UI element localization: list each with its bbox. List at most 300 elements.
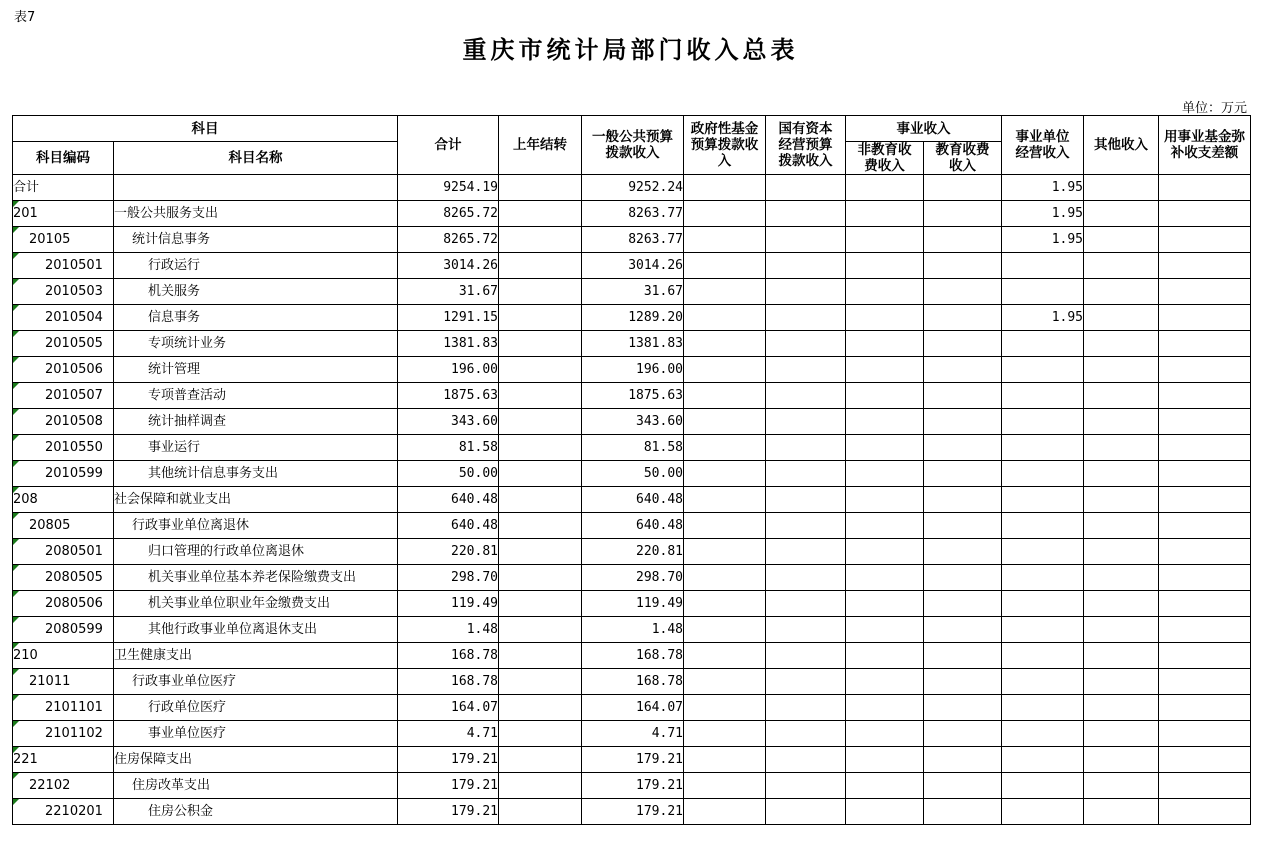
cell-subject-name[interactable]: 归口管理的行政单位离退休	[114, 539, 398, 565]
cell-gov-fund[interactable]	[684, 279, 766, 305]
cell-subject-name[interactable]: 住房公积金	[114, 799, 398, 825]
cell-carryover[interactable]	[499, 617, 582, 643]
cell-total[interactable]: 1875.63	[398, 383, 499, 409]
cell-unit-operating[interactable]	[1002, 357, 1084, 383]
cell-carryover[interactable]	[499, 279, 582, 305]
cell-subject-name[interactable]: 信息事务	[114, 305, 398, 331]
cell-state-capital[interactable]	[766, 357, 846, 383]
cell-unit-operating[interactable]: 1.95	[1002, 175, 1084, 201]
cell-subject-name[interactable]: 住房改革支出	[114, 773, 398, 799]
cell-total[interactable]: 179.21	[398, 773, 499, 799]
cell-subject-code[interactable]	[13, 487, 114, 513]
cell-gov-fund[interactable]	[684, 357, 766, 383]
cell-subject-code[interactable]	[13, 201, 114, 227]
cell-gov-fund[interactable]	[684, 799, 766, 825]
cell-fund-offset[interactable]	[1159, 305, 1251, 331]
cell-carryover[interactable]	[499, 799, 582, 825]
cell-edu-fee[interactable]	[924, 669, 1002, 695]
cell-fund-offset[interactable]	[1159, 201, 1251, 227]
cell-gov-fund[interactable]	[684, 487, 766, 513]
cell-total[interactable]: 81.58	[398, 435, 499, 461]
cell-other-income[interactable]	[1084, 617, 1159, 643]
cell-total[interactable]: 119.49	[398, 591, 499, 617]
cell-non-edu-fee[interactable]	[846, 747, 924, 773]
cell-fund-offset[interactable]	[1159, 773, 1251, 799]
cell-gov-fund[interactable]	[684, 747, 766, 773]
cell-subject-code[interactable]	[13, 409, 114, 435]
cell-unit-operating[interactable]	[1002, 279, 1084, 305]
cell-non-edu-fee[interactable]	[846, 357, 924, 383]
cell-subject-code[interactable]	[13, 279, 114, 305]
cell-subject-code[interactable]	[13, 773, 114, 799]
cell-non-edu-fee[interactable]	[846, 175, 924, 201]
cell-subject-code[interactable]	[13, 227, 114, 253]
cell-unit-operating[interactable]	[1002, 435, 1084, 461]
cell-fund-offset[interactable]	[1159, 383, 1251, 409]
cell-unit-operating[interactable]	[1002, 643, 1084, 669]
cell-state-capital[interactable]	[766, 513, 846, 539]
cell-gov-fund[interactable]	[684, 669, 766, 695]
cell-state-capital[interactable]	[766, 565, 846, 591]
cell-fund-offset[interactable]	[1159, 227, 1251, 253]
cell-subject-code[interactable]	[13, 253, 114, 279]
cell-total[interactable]: 1381.83	[398, 331, 499, 357]
cell-total[interactable]: 168.78	[398, 669, 499, 695]
cell-total[interactable]: 31.67	[398, 279, 499, 305]
cell-general-budget[interactable]: 196.00	[582, 357, 684, 383]
cell-edu-fee[interactable]	[924, 487, 1002, 513]
cell-unit-operating[interactable]: 1.95	[1002, 227, 1084, 253]
cell-subject-name[interactable]: 行政事业单位医疗	[114, 669, 398, 695]
cell-other-income[interactable]	[1084, 461, 1159, 487]
cell-unit-operating[interactable]: 1.95	[1002, 305, 1084, 331]
cell-other-income[interactable]	[1084, 539, 1159, 565]
cell-other-income[interactable]	[1084, 643, 1159, 669]
cell-fund-offset[interactable]	[1159, 695, 1251, 721]
cell-other-income[interactable]	[1084, 513, 1159, 539]
cell-unit-operating[interactable]	[1002, 461, 1084, 487]
cell-subject-code[interactable]	[13, 695, 114, 721]
cell-carryover[interactable]	[499, 773, 582, 799]
cell-total[interactable]: 179.21	[398, 799, 499, 825]
cell-fund-offset[interactable]	[1159, 617, 1251, 643]
cell-fund-offset[interactable]	[1159, 487, 1251, 513]
cell-fund-offset[interactable]	[1159, 279, 1251, 305]
cell-other-income[interactable]	[1084, 279, 1159, 305]
cell-subject-code[interactable]	[13, 669, 114, 695]
cell-carryover[interactable]	[499, 539, 582, 565]
cell-non-edu-fee[interactable]	[846, 513, 924, 539]
cell-state-capital[interactable]	[766, 175, 846, 201]
cell-subject-code[interactable]	[13, 513, 114, 539]
cell-other-income[interactable]	[1084, 409, 1159, 435]
cell-fund-offset[interactable]	[1159, 409, 1251, 435]
cell-unit-operating[interactable]	[1002, 487, 1084, 513]
cell-other-income[interactable]	[1084, 357, 1159, 383]
cell-non-edu-fee[interactable]	[846, 539, 924, 565]
cell-state-capital[interactable]	[766, 253, 846, 279]
cell-subject-code[interactable]	[13, 539, 114, 565]
cell-non-edu-fee[interactable]	[846, 227, 924, 253]
cell-state-capital[interactable]	[766, 643, 846, 669]
cell-total[interactable]: 164.07	[398, 695, 499, 721]
cell-unit-operating[interactable]	[1002, 409, 1084, 435]
cell-state-capital[interactable]	[766, 591, 846, 617]
cell-subject-name[interactable]: 一般公共服务支出	[114, 201, 398, 227]
cell-subject-name[interactable]: 统计信息事务	[114, 227, 398, 253]
cell-other-income[interactable]	[1084, 331, 1159, 357]
cell-edu-fee[interactable]	[924, 591, 1002, 617]
cell-non-edu-fee[interactable]	[846, 669, 924, 695]
cell-unit-operating[interactable]	[1002, 565, 1084, 591]
cell-other-income[interactable]	[1084, 565, 1159, 591]
cell-unit-operating[interactable]	[1002, 383, 1084, 409]
cell-non-edu-fee[interactable]	[846, 487, 924, 513]
cell-edu-fee[interactable]	[924, 331, 1002, 357]
cell-carryover[interactable]	[499, 253, 582, 279]
cell-fund-offset[interactable]	[1159, 591, 1251, 617]
cell-fund-offset[interactable]	[1159, 799, 1251, 825]
cell-non-edu-fee[interactable]	[846, 383, 924, 409]
cell-general-budget[interactable]: 8263.77	[582, 201, 684, 227]
cell-subject-code[interactable]	[13, 799, 114, 825]
cell-state-capital[interactable]	[766, 435, 846, 461]
cell-non-edu-fee[interactable]	[846, 253, 924, 279]
cell-unit-operating[interactable]	[1002, 721, 1084, 747]
cell-other-income[interactable]	[1084, 591, 1159, 617]
cell-other-income[interactable]	[1084, 305, 1159, 331]
cell-edu-fee[interactable]	[924, 201, 1002, 227]
cell-non-edu-fee[interactable]	[846, 435, 924, 461]
cell-other-income[interactable]	[1084, 487, 1159, 513]
cell-subject-name[interactable]: 专项统计业务	[114, 331, 398, 357]
cell-total[interactable]: 8265.72	[398, 201, 499, 227]
cell-subject-code[interactable]	[13, 175, 114, 201]
cell-subject-name[interactable]: 机关事业单位基本养老保险缴费支出	[114, 565, 398, 591]
cell-unit-operating[interactable]	[1002, 513, 1084, 539]
cell-unit-operating[interactable]	[1002, 669, 1084, 695]
cell-subject-name[interactable]: 行政事业单位离退休	[114, 513, 398, 539]
cell-gov-fund[interactable]	[684, 643, 766, 669]
cell-state-capital[interactable]	[766, 461, 846, 487]
cell-general-budget[interactable]: 179.21	[582, 773, 684, 799]
cell-edu-fee[interactable]	[924, 617, 1002, 643]
cell-gov-fund[interactable]	[684, 227, 766, 253]
cell-subject-name[interactable]: 行政单位医疗	[114, 695, 398, 721]
cell-other-income[interactable]	[1084, 669, 1159, 695]
cell-carryover[interactable]	[499, 513, 582, 539]
cell-gov-fund[interactable]	[684, 409, 766, 435]
cell-fund-offset[interactable]	[1159, 539, 1251, 565]
cell-total[interactable]: 220.81	[398, 539, 499, 565]
cell-state-capital[interactable]	[766, 695, 846, 721]
cell-carryover[interactable]	[499, 331, 582, 357]
cell-fund-offset[interactable]	[1159, 331, 1251, 357]
cell-total[interactable]: 196.00	[398, 357, 499, 383]
cell-state-capital[interactable]	[766, 487, 846, 513]
cell-edu-fee[interactable]	[924, 175, 1002, 201]
cell-subject-code[interactable]	[13, 331, 114, 357]
cell-subject-code[interactable]	[13, 305, 114, 331]
cell-fund-offset[interactable]	[1159, 721, 1251, 747]
cell-subject-name[interactable]: 社会保障和就业支出	[114, 487, 398, 513]
cell-non-edu-fee[interactable]	[846, 799, 924, 825]
cell-non-edu-fee[interactable]	[846, 721, 924, 747]
cell-unit-operating[interactable]	[1002, 799, 1084, 825]
cell-carryover[interactable]	[499, 487, 582, 513]
cell-total[interactable]: 640.48	[398, 487, 499, 513]
cell-total[interactable]: 3014.26	[398, 253, 499, 279]
cell-gov-fund[interactable]	[684, 435, 766, 461]
cell-unit-operating[interactable]	[1002, 253, 1084, 279]
cell-edu-fee[interactable]	[924, 227, 1002, 253]
cell-other-income[interactable]	[1084, 721, 1159, 747]
cell-carryover[interactable]	[499, 383, 582, 409]
cell-subject-code[interactable]	[13, 435, 114, 461]
cell-edu-fee[interactable]	[924, 253, 1002, 279]
cell-general-budget[interactable]: 179.21	[582, 799, 684, 825]
cell-total[interactable]: 9254.19	[398, 175, 499, 201]
cell-gov-fund[interactable]	[684, 591, 766, 617]
cell-carryover[interactable]	[499, 565, 582, 591]
cell-edu-fee[interactable]	[924, 513, 1002, 539]
cell-edu-fee[interactable]	[924, 773, 1002, 799]
cell-general-budget[interactable]: 8263.77	[582, 227, 684, 253]
cell-subject-name[interactable]: 统计管理	[114, 357, 398, 383]
cell-state-capital[interactable]	[766, 539, 846, 565]
cell-other-income[interactable]	[1084, 227, 1159, 253]
cell-fund-offset[interactable]	[1159, 175, 1251, 201]
cell-fund-offset[interactable]	[1159, 643, 1251, 669]
cell-gov-fund[interactable]	[684, 331, 766, 357]
cell-unit-operating[interactable]	[1002, 747, 1084, 773]
cell-subject-code[interactable]	[13, 643, 114, 669]
cell-general-budget[interactable]: 640.48	[582, 513, 684, 539]
cell-general-budget[interactable]: 168.78	[582, 643, 684, 669]
cell-other-income[interactable]	[1084, 253, 1159, 279]
cell-edu-fee[interactable]	[924, 305, 1002, 331]
cell-subject-name[interactable]: 机关事业单位职业年金缴费支出	[114, 591, 398, 617]
cell-state-capital[interactable]	[766, 409, 846, 435]
cell-fund-offset[interactable]	[1159, 747, 1251, 773]
cell-general-budget[interactable]: 31.67	[582, 279, 684, 305]
cell-unit-operating[interactable]	[1002, 539, 1084, 565]
cell-carryover[interactable]	[499, 747, 582, 773]
cell-non-edu-fee[interactable]	[846, 773, 924, 799]
cell-total[interactable]: 298.70	[398, 565, 499, 591]
cell-total[interactable]: 50.00	[398, 461, 499, 487]
cell-carryover[interactable]	[499, 669, 582, 695]
cell-other-income[interactable]	[1084, 435, 1159, 461]
cell-edu-fee[interactable]	[924, 747, 1002, 773]
cell-subject-name[interactable]: 事业单位医疗	[114, 721, 398, 747]
cell-gov-fund[interactable]	[684, 721, 766, 747]
cell-subject-name[interactable]: 住房保障支出	[114, 747, 398, 773]
cell-carryover[interactable]	[499, 435, 582, 461]
cell-gov-fund[interactable]	[684, 201, 766, 227]
cell-total[interactable]: 640.48	[398, 513, 499, 539]
cell-carryover[interactable]	[499, 175, 582, 201]
cell-general-budget[interactable]: 50.00	[582, 461, 684, 487]
cell-other-income[interactable]	[1084, 799, 1159, 825]
cell-state-capital[interactable]	[766, 305, 846, 331]
cell-state-capital[interactable]	[766, 331, 846, 357]
cell-subject-name[interactable]: 专项普查活动	[114, 383, 398, 409]
cell-non-edu-fee[interactable]	[846, 643, 924, 669]
cell-non-edu-fee[interactable]	[846, 331, 924, 357]
cell-edu-fee[interactable]	[924, 383, 1002, 409]
cell-general-budget[interactable]: 168.78	[582, 669, 684, 695]
cell-subject-name[interactable]: 其他统计信息事务支出	[114, 461, 398, 487]
cell-general-budget[interactable]: 179.21	[582, 747, 684, 773]
cell-carryover[interactable]	[499, 227, 582, 253]
cell-carryover[interactable]	[499, 643, 582, 669]
cell-general-budget[interactable]: 343.60	[582, 409, 684, 435]
cell-non-edu-fee[interactable]	[846, 279, 924, 305]
cell-general-budget[interactable]: 220.81	[582, 539, 684, 565]
cell-fund-offset[interactable]	[1159, 253, 1251, 279]
cell-carryover[interactable]	[499, 591, 582, 617]
cell-other-income[interactable]	[1084, 383, 1159, 409]
cell-non-edu-fee[interactable]	[846, 305, 924, 331]
cell-edu-fee[interactable]	[924, 357, 1002, 383]
cell-general-budget[interactable]: 81.58	[582, 435, 684, 461]
cell-unit-operating[interactable]: 1.95	[1002, 201, 1084, 227]
cell-general-budget[interactable]: 1875.63	[582, 383, 684, 409]
cell-edu-fee[interactable]	[924, 279, 1002, 305]
cell-total[interactable]: 179.21	[398, 747, 499, 773]
cell-unit-operating[interactable]	[1002, 591, 1084, 617]
cell-general-budget[interactable]: 1381.83	[582, 331, 684, 357]
cell-general-budget[interactable]: 4.71	[582, 721, 684, 747]
cell-carryover[interactable]	[499, 695, 582, 721]
cell-general-budget[interactable]: 164.07	[582, 695, 684, 721]
cell-state-capital[interactable]	[766, 799, 846, 825]
cell-general-budget[interactable]: 119.49	[582, 591, 684, 617]
cell-subject-code[interactable]	[13, 461, 114, 487]
cell-non-edu-fee[interactable]	[846, 565, 924, 591]
cell-carryover[interactable]	[499, 357, 582, 383]
cell-subject-code[interactable]	[13, 721, 114, 747]
cell-state-capital[interactable]	[766, 227, 846, 253]
cell-total[interactable]: 168.78	[398, 643, 499, 669]
cell-carryover[interactable]	[499, 721, 582, 747]
cell-fund-offset[interactable]	[1159, 565, 1251, 591]
cell-general-budget[interactable]: 3014.26	[582, 253, 684, 279]
cell-non-edu-fee[interactable]	[846, 591, 924, 617]
cell-carryover[interactable]	[499, 409, 582, 435]
cell-edu-fee[interactable]	[924, 435, 1002, 461]
cell-subject-code[interactable]	[13, 565, 114, 591]
cell-total[interactable]: 8265.72	[398, 227, 499, 253]
cell-other-income[interactable]	[1084, 747, 1159, 773]
cell-gov-fund[interactable]	[684, 461, 766, 487]
cell-total[interactable]: 1291.15	[398, 305, 499, 331]
cell-state-capital[interactable]	[766, 201, 846, 227]
cell-unit-operating[interactable]	[1002, 695, 1084, 721]
cell-carryover[interactable]	[499, 201, 582, 227]
cell-fund-offset[interactable]	[1159, 669, 1251, 695]
cell-edu-fee[interactable]	[924, 461, 1002, 487]
cell-general-budget[interactable]: 298.70	[582, 565, 684, 591]
cell-fund-offset[interactable]	[1159, 513, 1251, 539]
cell-gov-fund[interactable]	[684, 513, 766, 539]
cell-subject-name[interactable]: 卫生健康支出	[114, 643, 398, 669]
cell-other-income[interactable]	[1084, 695, 1159, 721]
cell-state-capital[interactable]	[766, 279, 846, 305]
cell-other-income[interactable]	[1084, 773, 1159, 799]
cell-edu-fee[interactable]	[924, 565, 1002, 591]
cell-state-capital[interactable]	[766, 383, 846, 409]
cell-other-income[interactable]	[1084, 201, 1159, 227]
cell-state-capital[interactable]	[766, 747, 846, 773]
cell-fund-offset[interactable]	[1159, 461, 1251, 487]
cell-gov-fund[interactable]	[684, 175, 766, 201]
cell-total[interactable]: 343.60	[398, 409, 499, 435]
cell-non-edu-fee[interactable]	[846, 201, 924, 227]
cell-gov-fund[interactable]	[684, 773, 766, 799]
cell-general-budget[interactable]: 1289.20	[582, 305, 684, 331]
cell-state-capital[interactable]	[766, 617, 846, 643]
cell-gov-fund[interactable]	[684, 565, 766, 591]
cell-carryover[interactable]	[499, 305, 582, 331]
cell-general-budget[interactable]: 640.48	[582, 487, 684, 513]
cell-subject-name[interactable]: 其他行政事业单位离退休支出	[114, 617, 398, 643]
cell-subject-name[interactable]	[114, 175, 398, 201]
cell-subject-name[interactable]: 事业运行	[114, 435, 398, 461]
cell-subject-code[interactable]	[13, 747, 114, 773]
cell-subject-code[interactable]	[13, 357, 114, 383]
cell-fund-offset[interactable]	[1159, 357, 1251, 383]
cell-unit-operating[interactable]	[1002, 773, 1084, 799]
cell-state-capital[interactable]	[766, 773, 846, 799]
cell-subject-name[interactable]: 行政运行	[114, 253, 398, 279]
cell-gov-fund[interactable]	[684, 253, 766, 279]
cell-edu-fee[interactable]	[924, 799, 1002, 825]
cell-total[interactable]: 4.71	[398, 721, 499, 747]
cell-edu-fee[interactable]	[924, 643, 1002, 669]
cell-subject-code[interactable]	[13, 591, 114, 617]
cell-non-edu-fee[interactable]	[846, 409, 924, 435]
cell-state-capital[interactable]	[766, 669, 846, 695]
cell-non-edu-fee[interactable]	[846, 461, 924, 487]
cell-gov-fund[interactable]	[684, 305, 766, 331]
cell-edu-fee[interactable]	[924, 695, 1002, 721]
cell-unit-operating[interactable]	[1002, 617, 1084, 643]
cell-general-budget[interactable]: 1.48	[582, 617, 684, 643]
cell-gov-fund[interactable]	[684, 539, 766, 565]
cell-state-capital[interactable]	[766, 721, 846, 747]
cell-subject-code[interactable]	[13, 383, 114, 409]
cell-general-budget[interactable]: 9252.24	[582, 175, 684, 201]
cell-edu-fee[interactable]	[924, 539, 1002, 565]
cell-total[interactable]: 1.48	[398, 617, 499, 643]
cell-other-income[interactable]	[1084, 175, 1159, 201]
cell-gov-fund[interactable]	[684, 695, 766, 721]
cell-carryover[interactable]	[499, 461, 582, 487]
cell-edu-fee[interactable]	[924, 721, 1002, 747]
cell-gov-fund[interactable]	[684, 617, 766, 643]
cell-gov-fund[interactable]	[684, 383, 766, 409]
cell-subject-name[interactable]: 统计抽样调查	[114, 409, 398, 435]
cell-fund-offset[interactable]	[1159, 435, 1251, 461]
cell-subject-code[interactable]	[13, 617, 114, 643]
cell-non-edu-fee[interactable]	[846, 695, 924, 721]
cell-non-edu-fee[interactable]	[846, 617, 924, 643]
cell-unit-operating[interactable]	[1002, 331, 1084, 357]
cell-edu-fee[interactable]	[924, 409, 1002, 435]
cell-subject-name[interactable]: 机关服务	[114, 279, 398, 305]
